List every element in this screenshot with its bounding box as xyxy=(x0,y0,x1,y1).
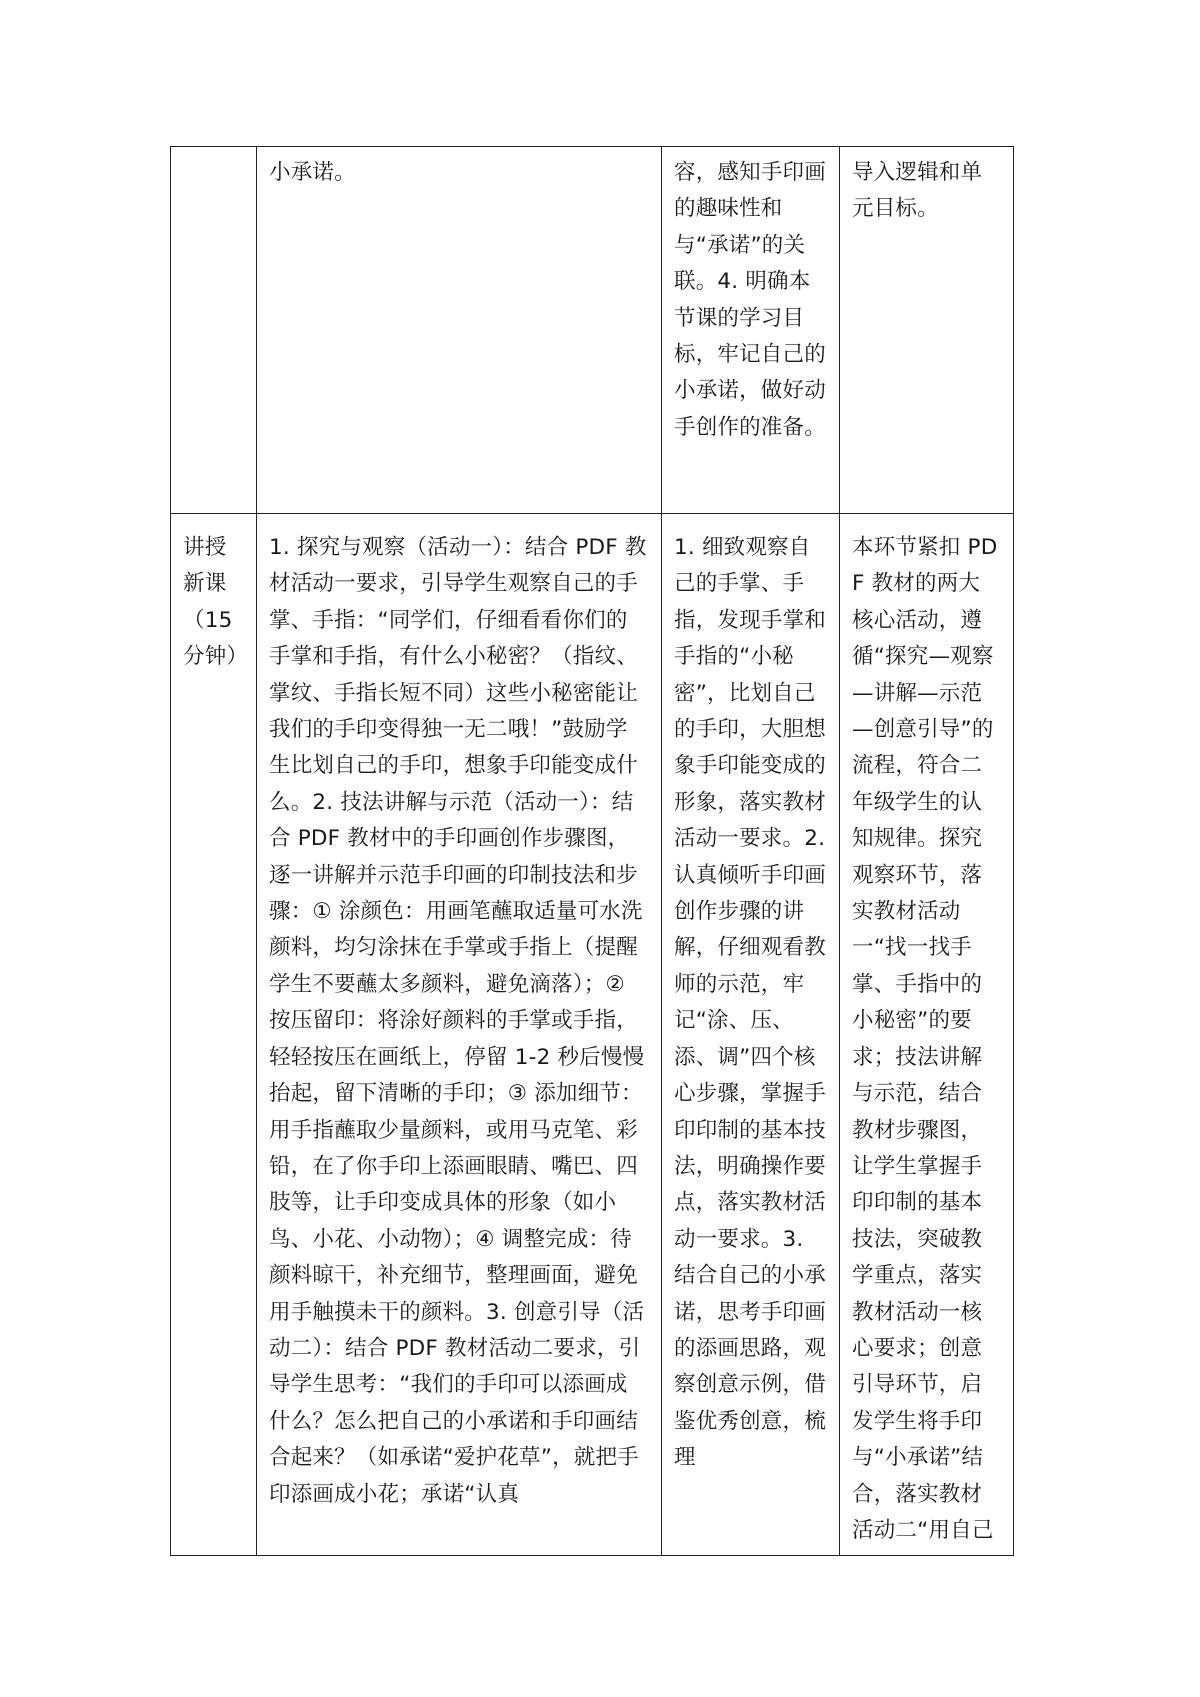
teacher-activity-text: 1. 探究与观察（活动一）：结合 PDF 教材活动一要求，引导学生观察自己的手掌、手指：“同学们，仔细看看你们的手掌和手指，有什么小秘密？（指纹、掌纹、手指长短不同）这些小秘密能让我们的手印变得独一无二哦！”鼓励学生比划自己的手印，想象手印能变成什么。2. 技法讲解与示范（活动一）：结合 PDF 教材中的手印画创作步骤图，逐一讲解并示范手印画的印制技法和步骤：① 涂颜色：用画笔蘸取适量可水洗颜料，均匀涂抹在手掌或手指上（提醒学生不要蘸太多颜料，避免滴落）；② 按压留印：将涂好颜料的手掌或手指，轻轻按压在画纸上，停留 1-2 秒后慢慢抬起，留下清晰的手印；③ 添加细节：用手指蘸取少量颜料，或用马克笔、彩铅，在了你手印上添画眼睛、嘴巴、四肢等，让手印变成具体的形象（如小鸟、小花、小动物）；④ 调整完成：待颜料晾干，补充细节，整理画面，避免用手触摸未干的颜料。3. 创意引导（活动二）：结合 PDF 教材活动二要求，引导学生思考：“我们的手印可以添画成什么？怎么把自己的小承诺和手印画结合起来？（如承诺“爱护花草”，就把手印添画成小花；承诺“认真 xyxy=(269,535,647,1507)
stage-cell xyxy=(171,514,257,1556)
teacher-activity-text: 小承诺。 xyxy=(269,160,356,185)
design-intent-text: 本环节紧扣 PDF 教材的两大核心活动，遵循“探究—观察—讲解—示范—创意引导”的流程，符合二年级学生的认知规律。探究观察环节，落实教材活动一“找一找手掌、手指中的小秘密”的要求；技法讲解与示范，结合教材步骤图，让学生掌握手印印制的基本技法，突破教学重点，落实教材活动一核心要求；创意引导环节，启发学生将手印与“小承诺”结合，落实教材活动二“用自己 xyxy=(852,535,998,1543)
design-intent-text: 导入逻辑和单元目标。 xyxy=(852,160,983,222)
design-intent-cell xyxy=(840,147,1014,514)
student-activity-cell xyxy=(662,147,840,514)
teacher-activity-cell xyxy=(257,147,662,514)
lesson-plan-table xyxy=(170,146,1014,1556)
stage-cell xyxy=(171,147,257,514)
table-row xyxy=(171,147,1014,514)
student-activity-cell xyxy=(662,514,840,1556)
table-row xyxy=(171,514,1014,1556)
student-activity-text: 容，感知手印画的趣味性和与“承诺”的关联。4. 明确本节课的学习目标，牢记自己的小承诺，做好动手创作的准备。 xyxy=(674,160,826,440)
teacher-activity-cell xyxy=(257,514,662,1556)
student-activity-text: 1. 细致观察自己的手掌、手指，发现手掌和手指的“小秘密”，比划自己的手印，大胆想象手印能变成的形象，落实教材活动一要求。2. 认真倾听手印画创作步骤的讲解，仔细观看教师的示范，牢记“涂、压、添、调”四个核心步骤，掌握手印印制的基本技法，明确操作要点，落实教材活动一要求。3. 结合自己的小承诺，思考手印画的添画思路，观察创意示例，借鉴优秀创意，梳理 xyxy=(674,535,833,1471)
stage-text: 讲授新课（15分钟） xyxy=(183,535,249,670)
design-intent-cell xyxy=(840,514,1014,1556)
